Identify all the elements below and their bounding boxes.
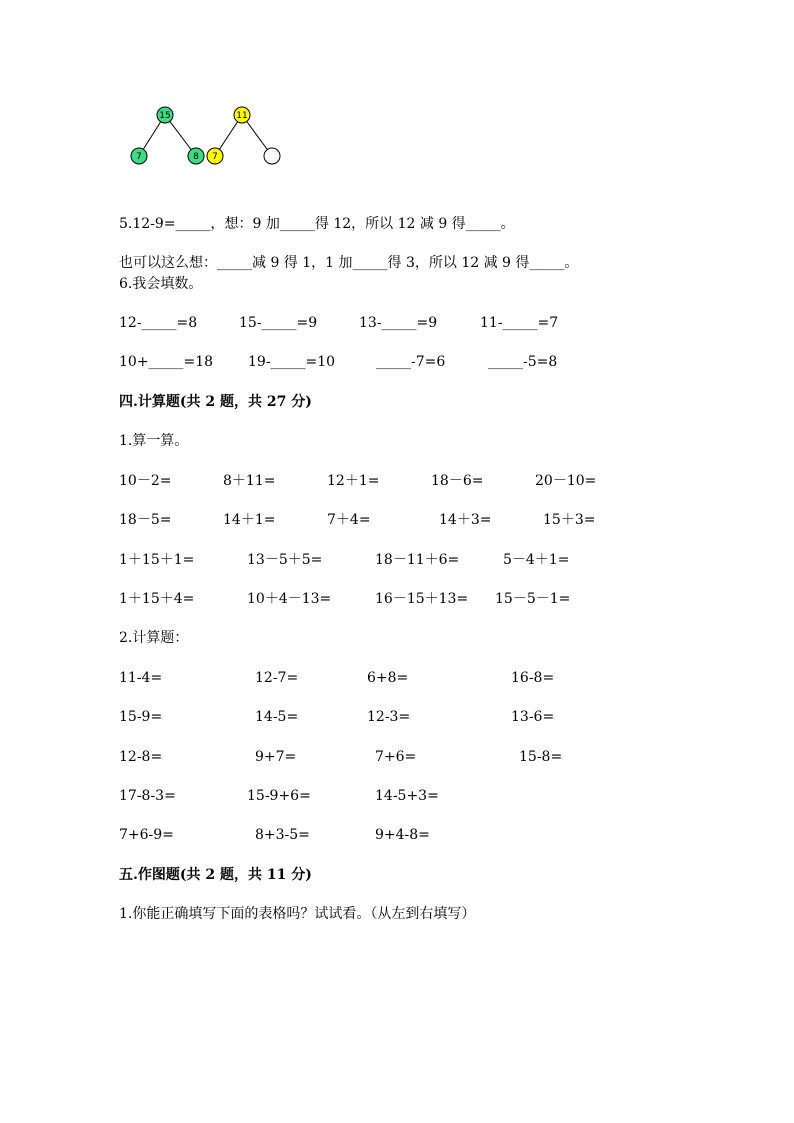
calc-item: 13-6= <box>511 709 555 725</box>
q6-item: 10+_____=18 <box>119 354 214 370</box>
q6-item: 12-_____=8 <box>119 315 198 331</box>
tree-node-blank <box>264 148 280 164</box>
section-4-q1-title: 1.算一算。 <box>119 433 189 449</box>
calc-item: 11-4= <box>119 670 163 686</box>
tree-node-label: 7 <box>136 152 142 162</box>
calc-item: 14＋1= <box>223 512 276 528</box>
question-5-line-2: 也可以这么想：_____减 9 得 1，1 加_____得 3，所以 12 减 9 得_____。 <box>119 255 579 271</box>
calc-item: 10＋4－13= <box>247 591 332 607</box>
q6-item: _____-5=8 <box>488 354 558 370</box>
calc-item: 15－5－1= <box>495 591 571 607</box>
calc-item: 5－4＋1= <box>503 552 570 568</box>
calc-item: 16-8= <box>511 670 555 686</box>
question-6-title: 6.我会填数。 <box>119 276 203 292</box>
q6-item: 19-_____=10 <box>248 354 336 370</box>
calc-item: 17-8-3= <box>119 788 176 804</box>
calc-item: 18－6= <box>431 473 484 489</box>
q6-item: 11-_____=7 <box>480 315 559 331</box>
calc-item: 9+7= <box>255 749 297 765</box>
calc-item: 1＋15＋4= <box>119 591 195 607</box>
section-5-title: 五.作图题(共 2 题，共 11 分) <box>119 867 312 883</box>
calc-item: 12-8= <box>119 749 163 765</box>
calc-item: 6+8= <box>367 670 409 686</box>
tree-right <box>207 107 280 164</box>
calc-item: 10－2= <box>119 473 172 489</box>
calc-item: 14-5= <box>255 709 299 725</box>
calc-item: 1＋15＋1= <box>119 552 195 568</box>
calc-item: 14＋3= <box>439 512 492 528</box>
calc-item: 15-9= <box>119 709 163 725</box>
q6-item: _____-7=6 <box>376 354 446 370</box>
question-5-line-1: 5.12-9=_____，想：9 加_____得 12，所以 12 减 9 得_____。 <box>119 216 515 232</box>
calc-item: 16－15＋13= <box>375 591 469 607</box>
calc-item: 12-3= <box>367 709 411 725</box>
tree-node-label: 8 <box>193 152 199 162</box>
calc-item: 7+6-9= <box>119 827 174 843</box>
number-tree-diagram <box>120 100 420 180</box>
section-5-q1: 1.你能正确填写下面的表格吗？试试看。（从左到右填写） <box>119 906 476 922</box>
calc-item: 8＋11= <box>223 473 276 489</box>
section-4-q2-title: 2.计算题： <box>119 630 189 646</box>
calc-item: 18－11＋6= <box>375 552 460 568</box>
section-4-title: 四.计算题(共 2 题，共 27 分) <box>119 394 312 410</box>
calc-item: 7+6= <box>375 749 417 765</box>
calc-item: 18－5= <box>119 512 172 528</box>
calc-item: 20－10= <box>535 473 597 489</box>
calc-item: 15-8= <box>519 749 563 765</box>
q6-item: 15-_____=9 <box>239 315 318 331</box>
calc-item: 14-5+3= <box>375 788 439 804</box>
q6-item: 13-_____=9 <box>359 315 438 331</box>
tree-node-label: 15 <box>159 111 171 121</box>
calc-item: 15-9+6= <box>247 788 311 804</box>
calc-item: 15＋3= <box>543 512 596 528</box>
calc-item: 13－5＋5= <box>247 552 323 568</box>
calc-item: 12＋1= <box>327 473 380 489</box>
calc-item: 8+3-5= <box>255 827 310 843</box>
tree-left <box>131 107 204 164</box>
calc-item: 9+4-8= <box>375 827 430 843</box>
calc-item: 12-7= <box>255 670 299 686</box>
calc-item: 7＋4= <box>327 512 371 528</box>
tree-node-label: 7 <box>212 152 218 162</box>
tree-node-label: 11 <box>236 111 248 121</box>
